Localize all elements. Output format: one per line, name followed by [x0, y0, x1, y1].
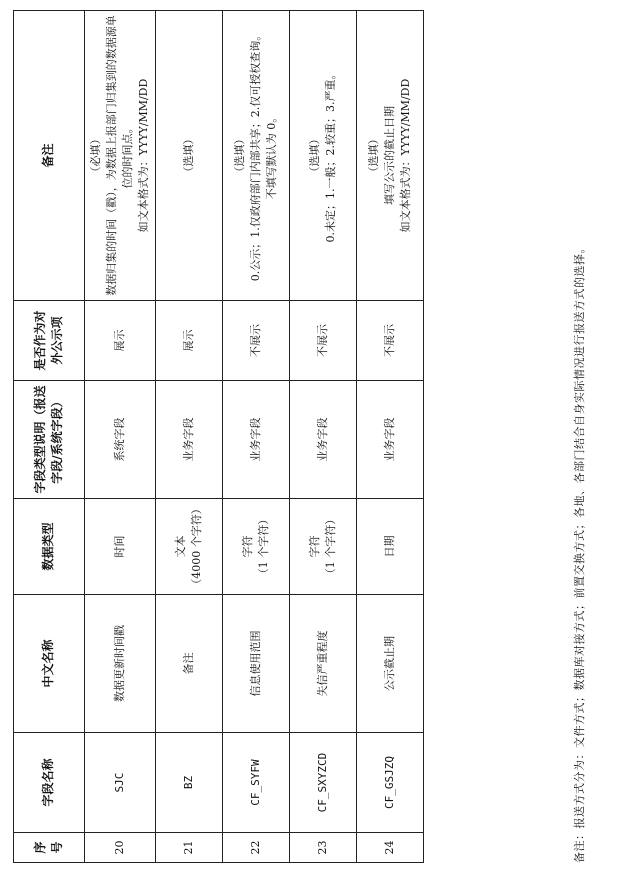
cell-no: 23 [289, 833, 356, 863]
remark-line: 不填写默认为 0。 [264, 111, 278, 200]
cell-ftype: 业务字段 [222, 381, 289, 499]
cell-remark [155, 11, 222, 301]
type-line: 时间 [112, 535, 126, 558]
table-row [222, 11, 289, 863]
cell-cn: 公示截止期 [356, 595, 423, 733]
cell-type [289, 499, 356, 595]
cell-cn: 备注 [155, 595, 222, 733]
header-field-type: 字段类型说明（报送字段/系统字段） [14, 381, 85, 499]
cell-no: 22 [222, 833, 289, 863]
table-row [155, 11, 222, 863]
field-table [13, 10, 424, 863]
type-line: 字符 [240, 535, 254, 558]
table-row [356, 11, 423, 863]
cell-public: 不展示 [222, 301, 289, 381]
remark-line: （必填） [89, 133, 102, 178]
cell-field: BZ [155, 733, 222, 833]
cell-remark [356, 11, 423, 301]
rotated-content [8, 8, 598, 868]
remark-line: （选填） [232, 133, 246, 178]
remark-line: 0.未定；1.一般；2.较重；3.严重。 [323, 68, 337, 243]
cell-field: CF_GSJZQ [356, 733, 423, 833]
remark-line: （选填） [307, 133, 321, 178]
footnote: 备注：报送方式分为：文件方式；数据库对接方式；前置交换方式；各地、各部门结合自身实际情况进行报送方式的选择。 [573, 242, 586, 863]
cell-no: 21 [155, 833, 222, 863]
header-remark: 备注 [14, 11, 85, 301]
cell-cn: 信息使用范围 [222, 595, 289, 733]
cell-no: 20 [85, 833, 156, 863]
header-public: 是否作为对外公示项 [14, 301, 85, 381]
cell-ftype: 业务字段 [155, 381, 222, 499]
header-field-name: 字段名称 [14, 733, 85, 833]
header-no: 序号 [14, 833, 85, 863]
cell-ftype: 系统字段 [85, 381, 156, 499]
cell-type [356, 499, 423, 595]
cell-public: 不展示 [289, 301, 356, 381]
cell-ftype: 业务字段 [356, 381, 423, 499]
cell-type [85, 499, 156, 595]
remark-line: 填写公示的截止日期 [382, 106, 396, 205]
header-chinese-name: 中文名称 [14, 595, 85, 733]
cell-public: 展示 [85, 301, 156, 381]
type-line: （1 个字符） [256, 513, 270, 580]
cell-remark [289, 11, 356, 301]
table-row [289, 11, 356, 863]
type-line: 日期 [382, 535, 396, 558]
cell-cn: 失信严重程度 [289, 595, 356, 733]
remark-line: 如文本格式为：YYYY/MM/DD [398, 78, 412, 233]
type-line: （1 个字符） [323, 513, 337, 580]
cell-no: 24 [356, 833, 423, 863]
type-line: 文本 [173, 535, 187, 558]
cell-remark [222, 11, 289, 301]
remark-line: （选填） [181, 133, 195, 178]
cell-field: SJC [85, 733, 156, 833]
header-data-type: 数据类型 [14, 499, 85, 595]
type-line: 字符 [307, 535, 321, 558]
remark-line: 数据归集的时间（戳），为数据上报部门归集到的数据源单位的时间点。 [104, 15, 134, 296]
remark-line: 如文本格式为：YYYY/MM/DD [136, 78, 150, 233]
remark-line: （选填） [366, 133, 380, 178]
cell-cn: 数据更新时间戳 [85, 595, 156, 733]
cell-type [155, 499, 222, 595]
cell-public: 不展示 [356, 301, 423, 381]
cell-remark [85, 11, 156, 301]
header-row [14, 11, 85, 863]
table-row [85, 11, 156, 863]
remark-line: 0.公示；1.仅政府部门内部共享；2.仅可授权查询。 [248, 29, 262, 282]
cell-field: CF_SYFW [222, 733, 289, 833]
cell-type [222, 499, 289, 595]
type-line: （4000 个字符） [189, 503, 203, 590]
cell-ftype: 业务字段 [289, 381, 356, 499]
cell-field: CF_SXYZCD [289, 733, 356, 833]
cell-public: 展示 [155, 301, 222, 381]
